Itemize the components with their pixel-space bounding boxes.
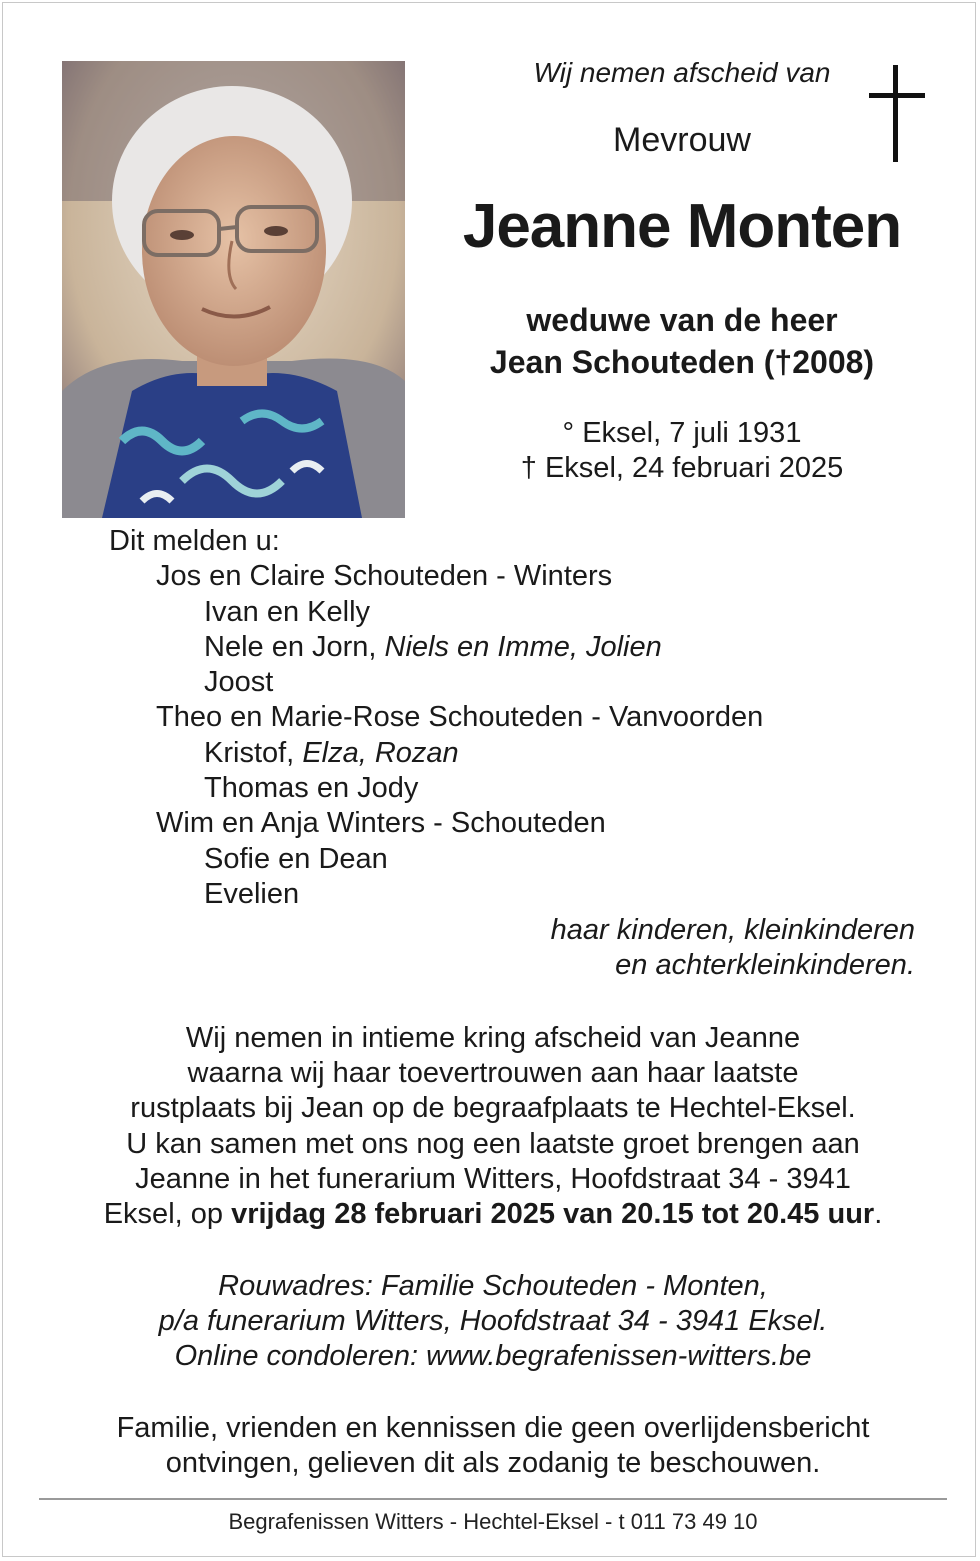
family-line: Nele en Jorn, Niels en Imme, Jolien [204, 630, 662, 663]
spouse-line-2: Jean Schouteden (†2008) [489, 344, 875, 380]
title-word: Mevrouw [613, 121, 751, 159]
family-relation: haar kinderen, kleinkinderen en achterkleinkinderen. [550, 914, 915, 981]
mourning-address: Rouwadres: Familie Schouteden - Monten, p/a funerarium Witters, Hoofdstraat 34 - 3941 Eksel. Online condoleren: www.begrafenissen-witters.be [23, 1269, 963, 1375]
family-line: Thomas en Jody [204, 772, 419, 805]
family-line: Kristof, Elza, Rozan [204, 736, 459, 769]
ceremony-text: Wij nemen in intieme kring afscheid van Jeanne waarna wij haar toevertrouwen aan haar laatste rustplaats bij Jean op de begraafplaats te Hechtel-Eksel. U kan samen met ons nog een laatste groet brengen aan Jeanne in het funerarium Witters, Hoofdstraat 34 - 3941 Eksel, op vrijdag 28 februari 2025 van 20.15 tot 20.45 uur. [103, 1022, 883, 1231]
deceased-name: Jeanne Monten [462, 192, 902, 261]
intro-text: Wij nemen afscheid van [533, 57, 831, 88]
obituary-card [2, 2, 976, 1557]
spouse-line-1: weduwe van de heer [526, 302, 838, 338]
footer-text: Begrafenissen Witters - Hechtel-Eksel - t 011 73 49 10 [228, 1509, 758, 1534]
family-line: Joost [204, 666, 274, 699]
spouse-info [443, 299, 921, 383]
death-date: † Eksel, 24 februari 2025 [520, 452, 844, 484]
life-dates [443, 416, 921, 486]
divider [39, 1498, 947, 1500]
portrait-photo [62, 61, 405, 518]
family-line: Jos en Claire Schouteden - Winters [156, 560, 613, 593]
family-line: Ivan en Kelly [204, 595, 371, 628]
family-line: Evelien [204, 877, 300, 910]
notice-text: Familie, vrienden en kennissen die geen overlijdensbericht ontvingen, gelieven dit als zodanig te beschouwen. [116, 1412, 870, 1480]
family-line: Wim en Anja Winters - Schouteden [156, 807, 606, 840]
viewing-time: vrijdag 28 februari 2025 van 20.15 tot 20.45 uur [231, 1198, 875, 1231]
family-line: Theo en Marie-Rose Schouteden - Vanvoorden [156, 701, 764, 734]
family-list [109, 524, 763, 912]
family-intro: Dit melden u: [109, 525, 280, 557]
condolence-link[interactable]: Online condoleren: www.begrafenissen-witters.be [174, 1340, 812, 1373]
birth-date: ° Eksel, 7 juli 1931 [562, 417, 802, 449]
family-line: Sofie en Dean [204, 842, 388, 875]
